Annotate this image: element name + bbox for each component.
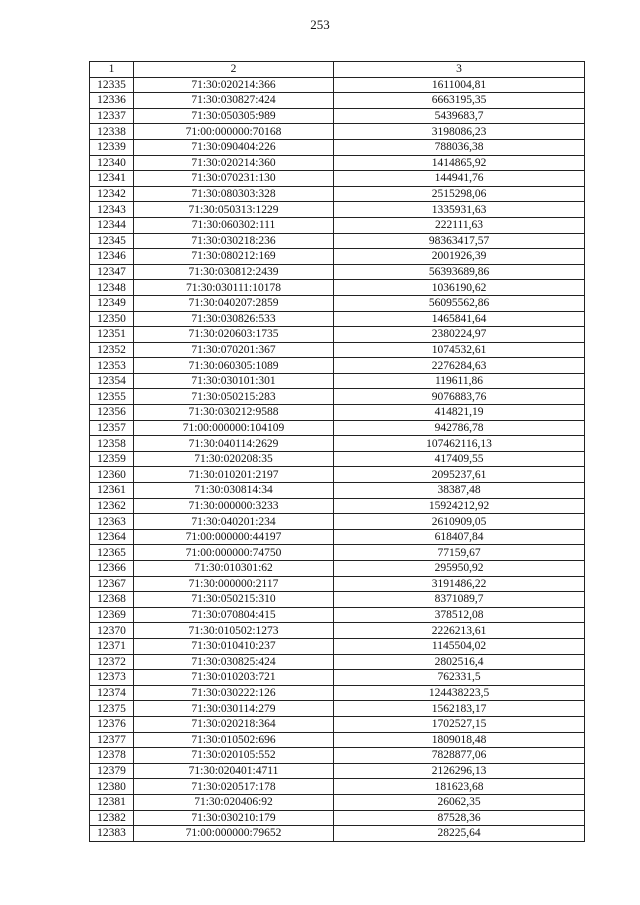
value-cell: 618407,84 [334,529,585,545]
value-cell: 1809018,48 [334,732,585,748]
table-row [90,607,585,623]
table-row [90,670,585,686]
row-number-cell: 12343 [90,202,134,218]
table-row [90,545,585,561]
row-number-cell: 12346 [90,249,134,265]
cadastral-number-cell: 71:30:020214:360 [134,155,334,171]
cadastral-number-cell: 71:30:020208:35 [134,451,334,467]
value-cell: 87528,36 [334,810,585,826]
data-table [89,61,585,842]
value-cell: 98363417,57 [334,233,585,249]
table-row [90,701,585,717]
row-number-cell: 12335 [90,77,134,93]
cadastral-number-cell: 71:30:030827:424 [134,93,334,109]
cadastral-number-cell: 71:30:020603:1735 [134,327,334,343]
row-number-cell: 12379 [90,763,134,779]
row-number-cell: 12383 [90,826,134,842]
row-number-cell: 12381 [90,794,134,810]
value-cell: 417409,55 [334,451,585,467]
value-cell: 942786,78 [334,420,585,436]
cadastral-number-cell: 71:30:010301:62 [134,561,334,577]
value-cell: 2515298,06 [334,186,585,202]
cadastral-number-cell: 71:30:030826:533 [134,311,334,327]
value-cell: 1145504,02 [334,638,585,654]
row-number-cell: 12338 [90,124,134,140]
table-row [90,233,585,249]
table-row [90,249,585,265]
row-number-cell: 12358 [90,436,134,452]
table-row [90,638,585,654]
cadastral-number-cell: 71:30:070201:367 [134,342,334,358]
row-number-cell: 12340 [90,155,134,171]
cadastral-number-cell: 71:30:020214:366 [134,77,334,93]
row-number-cell: 12355 [90,389,134,405]
value-cell: 6663195,35 [334,93,585,109]
table-row [90,685,585,701]
row-number-cell: 12373 [90,670,134,686]
column-header-2: 2 [134,62,334,78]
value-cell: 222111,63 [334,217,585,233]
cadastral-number-cell: 71:00:000000:79652 [134,826,334,842]
cadastral-number-cell: 71:30:030114:279 [134,701,334,717]
value-cell: 2095237,61 [334,467,585,483]
value-cell: 3198086,23 [334,124,585,140]
value-cell: 144941,76 [334,171,585,187]
row-number-cell: 12342 [90,186,134,202]
value-cell: 56393689,86 [334,264,585,280]
value-cell: 1074532,61 [334,342,585,358]
row-number-cell: 12380 [90,779,134,795]
value-cell: 26062,35 [334,794,585,810]
table-row [90,654,585,670]
value-cell: 788036,38 [334,139,585,155]
table-body [90,77,585,841]
table-row [90,451,585,467]
table-row [90,389,585,405]
table-row [90,77,585,93]
row-number-cell: 12344 [90,217,134,233]
row-number-cell: 12337 [90,108,134,124]
row-number-cell: 12360 [90,467,134,483]
value-cell: 2380224,97 [334,327,585,343]
row-number-cell: 12339 [90,139,134,155]
row-number-cell: 12378 [90,748,134,764]
cadastral-number-cell: 71:30:090404:226 [134,139,334,155]
row-number-cell: 12367 [90,576,134,592]
row-number-cell: 12356 [90,405,134,421]
row-number-cell: 12363 [90,514,134,530]
column-header-3: 3 [334,62,585,78]
cadastral-number-cell: 71:30:020406:92 [134,794,334,810]
value-cell: 762331,5 [334,670,585,686]
row-number-cell: 12376 [90,716,134,732]
cadastral-number-cell: 71:30:010203:721 [134,670,334,686]
table-row [90,280,585,296]
table-row [90,483,585,499]
table-row [90,373,585,389]
table-row [90,779,585,795]
cadastral-number-cell: 71:00:000000:104109 [134,420,334,436]
cadastral-number-cell: 71:30:060305:1089 [134,358,334,374]
value-cell: 378512,08 [334,607,585,623]
cadastral-number-cell: 71:30:070231:130 [134,171,334,187]
table-row [90,171,585,187]
cadastral-number-cell: 71:30:020517:178 [134,779,334,795]
cadastral-number-cell: 71:30:000000:3233 [134,498,334,514]
row-number-cell: 12351 [90,327,134,343]
row-number-cell: 12362 [90,498,134,514]
table-row [90,498,585,514]
value-cell: 1414865,92 [334,155,585,171]
table-row [90,794,585,810]
cadastral-number-cell: 71:30:080303:328 [134,186,334,202]
row-number-cell: 12375 [90,701,134,717]
cadastral-number-cell: 71:30:030210:179 [134,810,334,826]
table-row [90,342,585,358]
value-cell: 414821,19 [334,405,585,421]
cadastral-number-cell: 71:30:010201:2197 [134,467,334,483]
value-cell: 7828877,06 [334,748,585,764]
table-row [90,217,585,233]
cadastral-number-cell: 71:30:020218:364 [134,716,334,732]
table-row [90,732,585,748]
value-cell: 28225,64 [334,826,585,842]
value-cell: 2802516,4 [334,654,585,670]
value-cell: 2001926,39 [334,249,585,265]
value-cell: 1335931,63 [334,202,585,218]
row-number-cell: 12382 [90,810,134,826]
value-cell: 8371089,7 [334,592,585,608]
table-row [90,139,585,155]
row-number-cell: 12347 [90,264,134,280]
cadastral-number-cell: 71:30:030825:424 [134,654,334,670]
table-row [90,748,585,764]
row-number-cell: 12336 [90,93,134,109]
cadastral-number-cell: 71:30:000000:2117 [134,576,334,592]
cadastral-number-cell: 71:30:010410:237 [134,638,334,654]
cadastral-number-cell: 71:30:040207:2859 [134,295,334,311]
table-row [90,124,585,140]
value-cell: 2276284,63 [334,358,585,374]
table-row [90,467,585,483]
table-row [90,202,585,218]
row-number-cell: 12377 [90,732,134,748]
table-row [90,311,585,327]
table-row [90,623,585,639]
cadastral-number-cell: 71:30:030111:10178 [134,280,334,296]
value-cell: 77159,67 [334,545,585,561]
table-row [90,186,585,202]
cadastral-number-cell: 71:30:070804:415 [134,607,334,623]
row-number-cell: 12368 [90,592,134,608]
row-number-cell: 12345 [90,233,134,249]
row-number-cell: 12372 [90,654,134,670]
row-number-cell: 12357 [90,420,134,436]
row-number-cell: 12349 [90,295,134,311]
column-header-1: 1 [90,62,134,78]
table-row [90,436,585,452]
cadastral-number-cell: 71:30:030222:126 [134,685,334,701]
table-row [90,716,585,732]
row-number-cell: 12365 [90,545,134,561]
row-number-cell: 12366 [90,561,134,577]
cadastral-number-cell: 71:30:010502:696 [134,732,334,748]
table-row [90,264,585,280]
table-row [90,420,585,436]
cadastral-number-cell: 71:30:050215:310 [134,592,334,608]
row-number-cell: 12361 [90,483,134,499]
row-number-cell: 12348 [90,280,134,296]
table-row [90,155,585,171]
value-cell: 1465841,64 [334,311,585,327]
value-cell: 56095562,86 [334,295,585,311]
table-row [90,763,585,779]
row-number-cell: 12359 [90,451,134,467]
value-cell: 181623,68 [334,779,585,795]
cadastral-number-cell: 71:30:050305:989 [134,108,334,124]
row-number-cell: 12374 [90,685,134,701]
table-row [90,561,585,577]
table-header-row [90,62,585,78]
table-row [90,810,585,826]
row-number-cell: 12354 [90,373,134,389]
table-row [90,108,585,124]
row-number-cell: 12350 [90,311,134,327]
value-cell: 9076883,76 [334,389,585,405]
value-cell: 119611,86 [334,373,585,389]
table-row [90,529,585,545]
cadastral-number-cell: 71:30:030218:236 [134,233,334,249]
table-row [90,93,585,109]
cadastral-number-cell: 71:00:000000:70168 [134,124,334,140]
table-row [90,327,585,343]
value-cell: 1611004,81 [334,77,585,93]
value-cell: 295950,92 [334,561,585,577]
value-cell: 1036190,62 [334,280,585,296]
table-row [90,358,585,374]
table-row [90,592,585,608]
page-number: 253 [310,17,330,32]
value-cell: 1562183,17 [334,701,585,717]
cadastral-number-cell: 71:30:050215:283 [134,389,334,405]
row-number-cell: 12353 [90,358,134,374]
cadastral-number-cell: 71:30:030812:2439 [134,264,334,280]
row-number-cell: 12370 [90,623,134,639]
cadastral-number-cell: 71:30:060302:111 [134,217,334,233]
value-cell: 15924212,92 [334,498,585,514]
cadastral-number-cell: 71:30:030814:34 [134,483,334,499]
cadastral-number-cell: 71:30:040114:2629 [134,436,334,452]
table-row [90,576,585,592]
cadastral-number-cell: 71:30:050313:1229 [134,202,334,218]
value-cell: 1702527,15 [334,716,585,732]
row-number-cell: 12352 [90,342,134,358]
value-cell: 5439683,7 [334,108,585,124]
table-row [90,826,585,842]
table-row [90,295,585,311]
cadastral-number-cell: 71:30:080212:169 [134,249,334,265]
cadastral-number-cell: 71:30:010502:1273 [134,623,334,639]
value-cell: 2226213,61 [334,623,585,639]
cadastral-number-cell: 71:00:000000:74750 [134,545,334,561]
value-cell: 2126296,13 [334,763,585,779]
table-row [90,514,585,530]
value-cell: 38387,48 [334,483,585,499]
row-number-cell: 12371 [90,638,134,654]
value-cell: 107462116,13 [334,436,585,452]
cadastral-number-cell: 71:30:030101:301 [134,373,334,389]
cadastral-number-cell: 71:30:030212:9588 [134,405,334,421]
row-number-cell: 12369 [90,607,134,623]
row-number-cell: 12364 [90,529,134,545]
cadastral-number-cell: 71:30:020401:4711 [134,763,334,779]
value-cell: 124438223,5 [334,685,585,701]
cadastral-number-cell: 71:30:040201:234 [134,514,334,530]
cadastral-number-cell: 71:00:000000:44197 [134,529,334,545]
cadastral-number-cell: 71:30:020105:552 [134,748,334,764]
row-number-cell: 12341 [90,171,134,187]
table-row [90,405,585,421]
value-cell: 2610909,05 [334,514,585,530]
value-cell: 3191486,22 [334,576,585,592]
